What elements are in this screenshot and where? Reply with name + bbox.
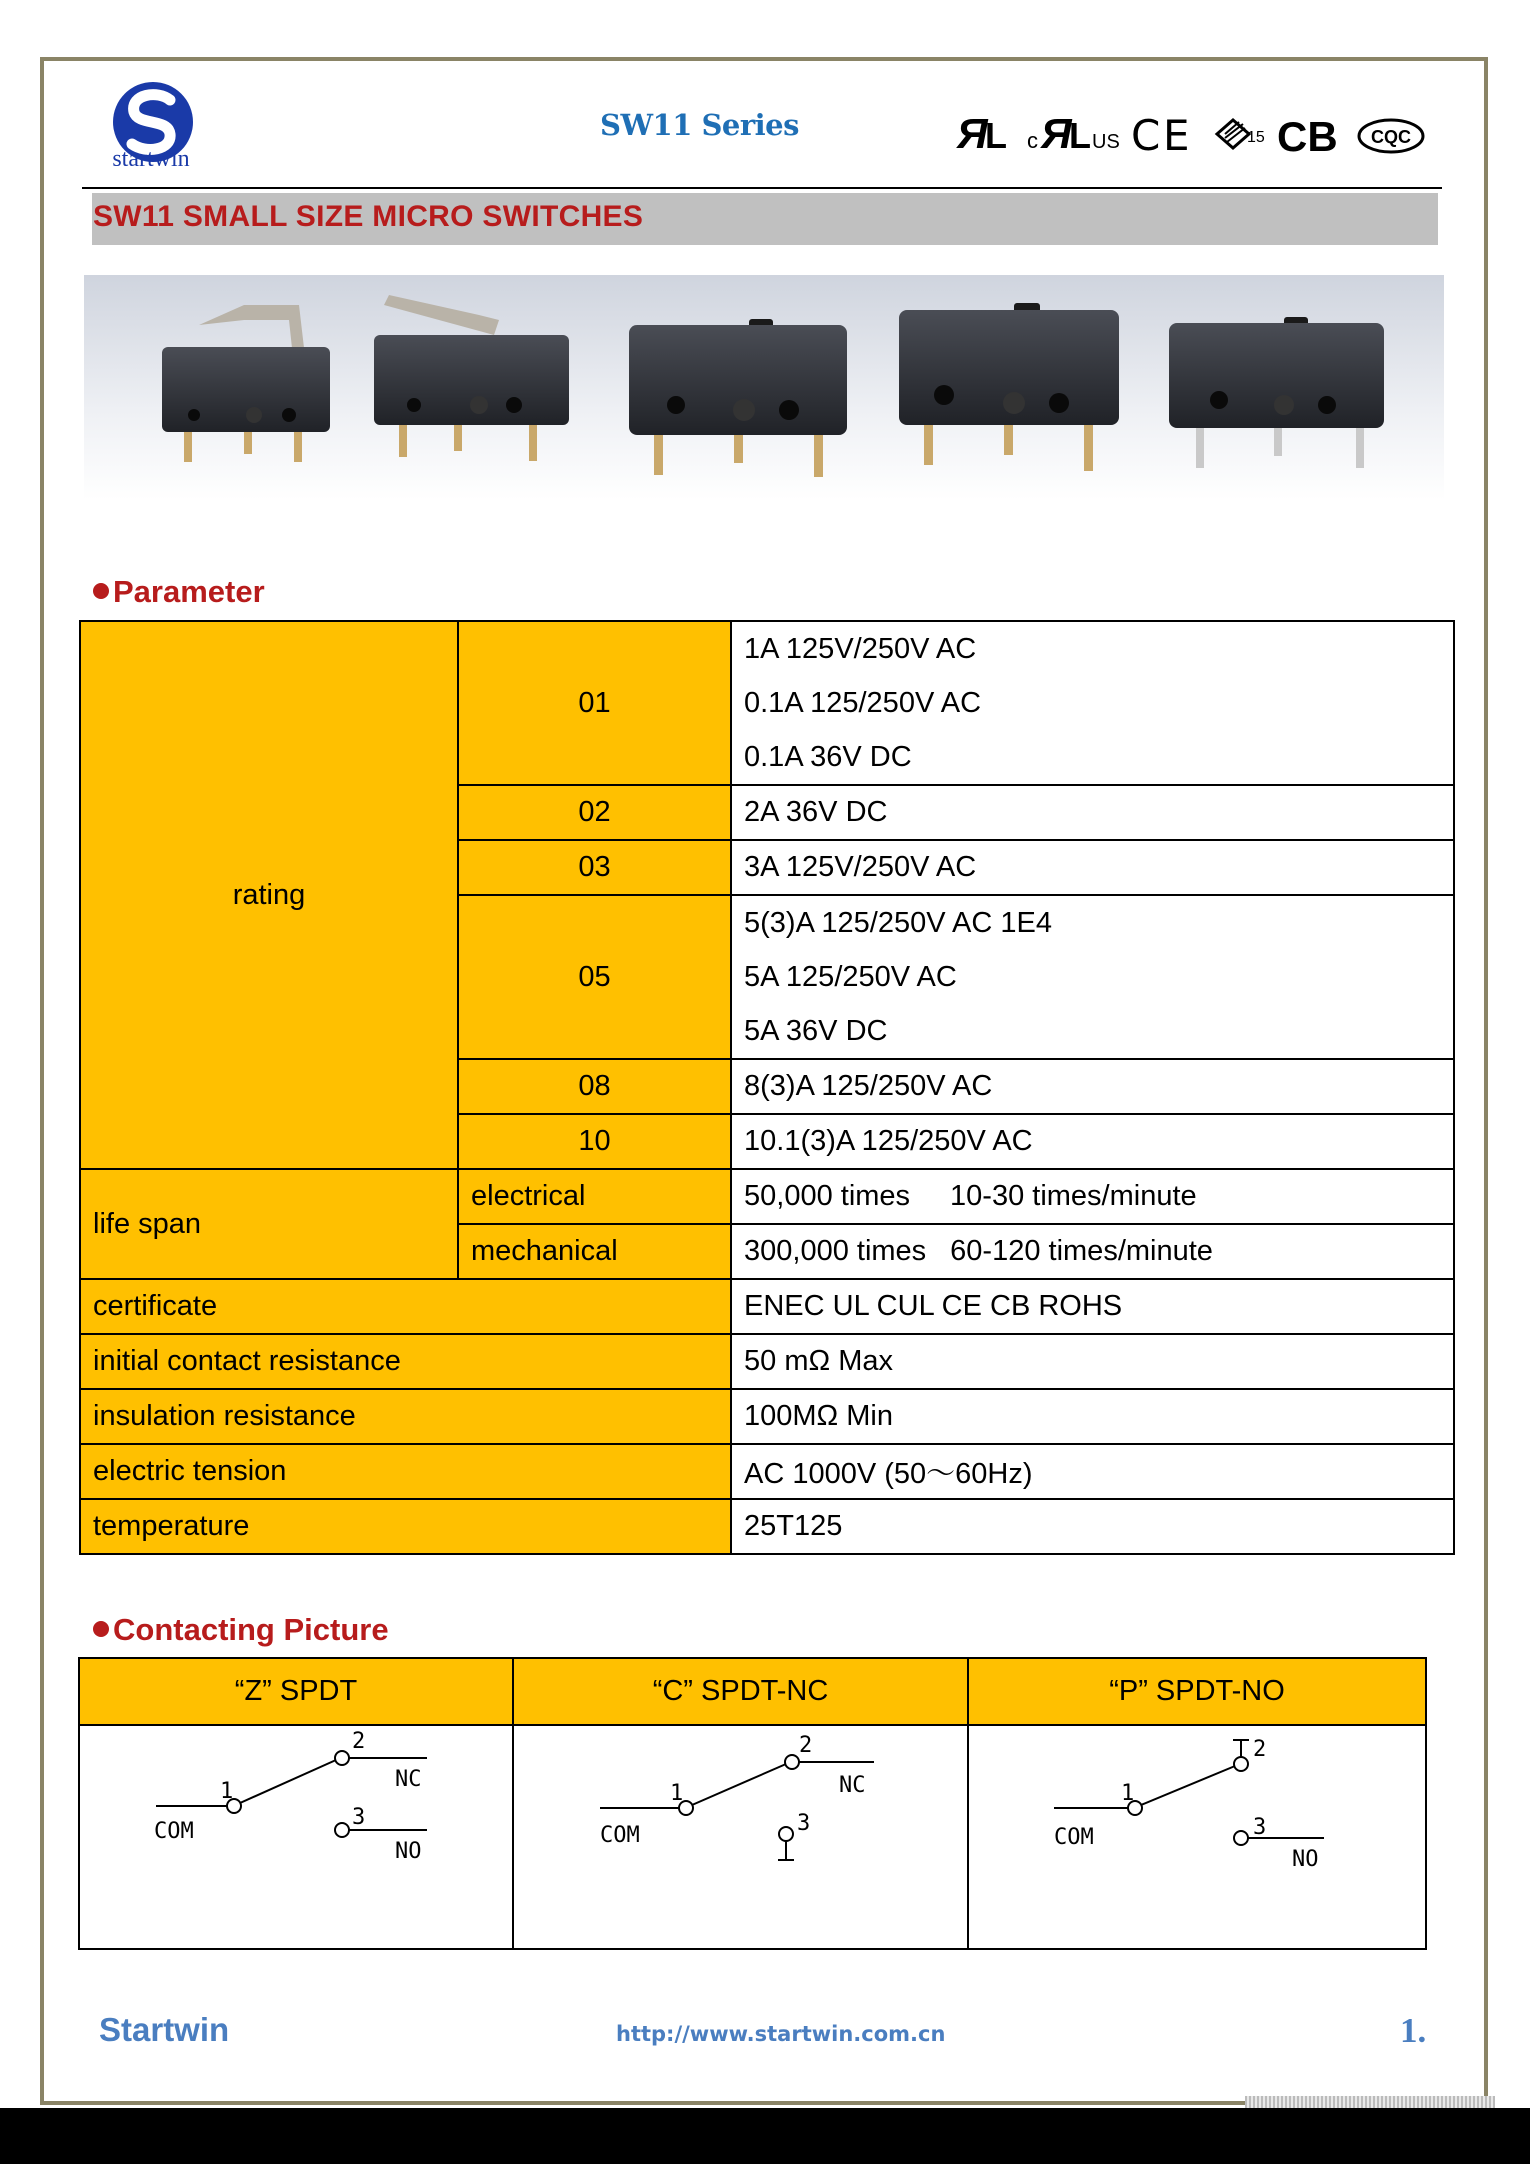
svg-text:COM: COM <box>600 1823 640 1848</box>
insulation-resistance-value: 100MΩ Min <box>731 1389 1454 1444</box>
life-span-value: 50,000 times 10-30 times/minute <box>731 1169 1454 1224</box>
svg-text:CB: CB <box>1277 113 1338 158</box>
page-number: 1. <box>1400 2011 1427 2050</box>
life-span-value: 300,000 times 60-120 times/minute <box>731 1224 1454 1279</box>
svg-text:US: US <box>1092 131 1120 153</box>
spdt-nc-diagram-cell <box>513 1725 968 1949</box>
svg-text:Я: Я <box>957 110 988 157</box>
spdt-diagram-cell <box>79 1725 513 1949</box>
ul-mark-icon <box>956 110 1007 157</box>
svg-text:3: 3 <box>352 1805 366 1830</box>
temperature-value: 25T125 <box>731 1499 1454 1554</box>
ce-mark-icon <box>1131 111 1190 158</box>
rating-code: 08 <box>458 1059 731 1114</box>
rating-code: 10 <box>458 1114 731 1169</box>
svg-text:3: 3 <box>797 1811 811 1836</box>
svg-text:CQC: CQC <box>1371 127 1411 147</box>
rating-value: 5(3)A 125/250V AC 1E4 5A 125/250V AC 5A 36V DC <box>731 895 1454 1059</box>
svg-text:1: 1 <box>670 1781 684 1806</box>
certificate-value: ENEC UL CUL CE CB ROHS <box>731 1279 1454 1334</box>
rating-code: 02 <box>458 785 731 840</box>
micro-switch-photo-icon <box>84 275 1444 500</box>
life-span-type: electrical <box>458 1169 731 1224</box>
page-title: SW11 SMALL SIZE MICRO SWITCHES <box>93 200 644 233</box>
svg-text:2: 2 <box>799 1733 813 1758</box>
header-divider <box>82 187 1442 189</box>
electric-tension-label: electric tension <box>80 1444 731 1499</box>
svg-text:1: 1 <box>220 1779 234 1804</box>
svg-text:2: 2 <box>352 1729 366 1754</box>
svg-text:3: 3 <box>1253 1815 1267 1840</box>
svg-text:COM: COM <box>1054 1825 1094 1850</box>
contact-type-c: “C” SPDT-NC <box>513 1658 968 1725</box>
rating-value: 3A 125V/250V AC <box>731 840 1454 895</box>
rating-value: 1A 125V/250V AC 0.1A 125/250V AC 0.1A 36V DC <box>731 621 1454 785</box>
bottom-edge-shading <box>1245 2096 1495 2108</box>
spdt-nc-circuit-diagram <box>514 1726 964 1946</box>
cul-us-mark-icon <box>1027 110 1120 157</box>
rating-label: rating <box>80 621 458 1169</box>
bullet-icon <box>93 583 109 599</box>
rating-value: 8(3)A 125/250V AC <box>731 1059 1454 1114</box>
temperature-label: temperature <box>80 1499 731 1554</box>
logo-text: startwin <box>112 146 190 172</box>
electric-tension-value: AC 1000V (50～60Hz) <box>731 1444 1454 1499</box>
svg-text:COM: COM <box>154 1819 194 1844</box>
contacting-table <box>78 1657 1427 1950</box>
svg-text:c: c <box>1027 128 1038 153</box>
rating-code: 03 <box>458 840 731 895</box>
svg-text:C: C <box>1131 111 1161 158</box>
rating-code: 05 <box>458 895 731 1059</box>
svg-text:NO: NO <box>395 1839 422 1864</box>
parameter-heading: Parameter <box>93 574 265 610</box>
svg-text:2: 2 <box>1253 1737 1267 1762</box>
footer-url-link[interactable]: http://www.startwin.com.cn <box>616 2022 946 2046</box>
rating-value: 10.1(3)A 125/250V AC <box>731 1114 1454 1169</box>
contact-type-z: “Z” SPDT <box>79 1658 513 1725</box>
svg-text:NO: NO <box>1292 1847 1319 1872</box>
spdt-circuit-diagram <box>80 1726 510 1946</box>
contact-resistance-value: 50 mΩ Max <box>731 1334 1454 1389</box>
svg-text:L: L <box>1069 115 1091 156</box>
svg-text:15: 15 <box>1247 129 1265 146</box>
rating-code: 01 <box>458 621 731 785</box>
parameter-table <box>79 620 1455 1555</box>
svg-text:Я: Я <box>1041 110 1072 157</box>
life-span-type: mechanical <box>458 1224 731 1279</box>
svg-text:NC: NC <box>395 1767 422 1792</box>
spdt-no-circuit-diagram <box>969 1726 1424 1946</box>
bullet-icon <box>93 1621 109 1637</box>
insulation-resistance-label: insulation resistance <box>80 1389 731 1444</box>
series-title: SW11 Series <box>600 108 799 142</box>
rating-value: 2A 36V DC <box>731 785 1454 840</box>
svg-text:NC: NC <box>839 1773 866 1798</box>
spdt-no-diagram-cell <box>968 1725 1426 1949</box>
contact-resistance-label: initial contact resistance <box>80 1334 731 1389</box>
enec-mark-icon <box>1217 120 1265 148</box>
cqc-mark-icon <box>1359 120 1423 152</box>
life-span-label: life span <box>80 1169 458 1279</box>
footer-brand: Startwin <box>99 2011 230 2048</box>
certification-marks <box>955 108 1435 158</box>
contact-type-p: “P” SPDT-NO <box>968 1658 1426 1725</box>
svg-text:E: E <box>1163 111 1190 158</box>
certificate-label: certificate <box>80 1279 731 1334</box>
svg-text:L: L <box>985 115 1007 156</box>
contacting-heading: Contacting Picture <box>93 1612 389 1648</box>
bottom-black-bar <box>0 2108 1530 2164</box>
cb-mark-icon <box>1277 113 1338 158</box>
svg-text:1: 1 <box>1121 1781 1135 1806</box>
